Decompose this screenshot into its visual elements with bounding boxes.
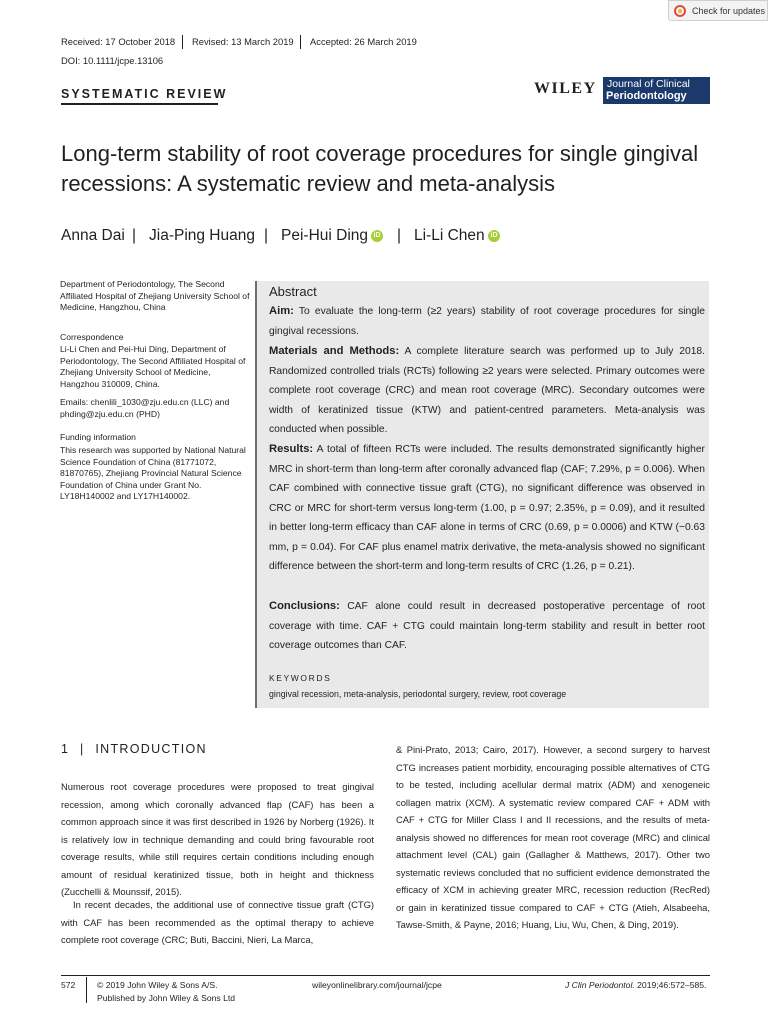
abstract-methods-text: A complete literature search was performed up to July 2018. Randomized controlled trials (RCTs) following ≥2 years were selected. Primary outcomes were complete root coverage (CRC) and mean root coverage (MRC). Secondary outcomes were width of keratinized tissue (KTW) and patient-centred parameters. Meta-analysis was conducted when possible.: [269, 346, 706, 435]
correspondence-text: Li-Li Chen and Pei-Hui Ding, Department of Periodontology, The Second Affiliated Hospital of Zhejiang University School of Medicine, Hangzhou 310009, China.: [60, 344, 246, 389]
footer-rule: [61, 975, 710, 976]
abstract-aim: [269, 302, 705, 341]
author-name[interactable]: Anna Dai: [61, 227, 125, 244]
citation-journal: J Clin Periodontol.: [565, 980, 635, 990]
history-divider: [182, 35, 183, 49]
section-label: SYSTEMATIC REVIEW: [61, 87, 228, 101]
citation-details: 2019;46:572–585.: [637, 980, 707, 990]
intro-paragraph: Numerous root coverage procedures were proposed to treat gingival recession, among which coronally advanced flap (CAF) has been a common approach since it was first described in 1926 by Norberg (1926). It is relatively low in technique demanding and could bring favourable root coverage results, while still requires certain conditions including enough amount of residual keratinized tissue, both in height and thickness (Zucchelli & Mounssif, 2015).: [61, 781, 374, 897]
check-for-updates-label: Check for updates: [692, 6, 766, 16]
abstract-aim-text: To evaluate the long-term (≥2 years) stability of root coverage procedures for single gingival recessions.: [269, 306, 706, 337]
crossmark-icon: [674, 5, 686, 17]
footer-divider: [86, 977, 87, 1003]
abstract-methods-label: Materials and Methods:: [269, 345, 400, 357]
history-divider: [300, 35, 301, 49]
correspondence-heading: Correspondence: [60, 332, 124, 342]
author-name[interactable]: Pei-Hui Ding: [281, 227, 369, 244]
accepted-date: Accepted: 26 March 2019: [310, 36, 417, 47]
keywords-heading: KEYWORDS: [269, 673, 332, 683]
funding-text: This research was supported by National Natural Science Foundation of China (81771072, 81870765), Zhejiang Provincial Natural Science Foundation of China under Grant No. LY18H140002 and LY17H140002.: [60, 445, 246, 502]
copyright: © 2019 John Wiley & Sons A/S.: [97, 980, 218, 990]
abstract-conclusions-text: CAF alone could result in decreased postoperative percentage of root coverage with time. CAF + CTG could maintain long-term stability and result in better root coverage outcomes than CAF.: [269, 601, 705, 651]
author-separator: |: [264, 227, 269, 244]
author-name[interactable]: Jia-Ping Huang: [149, 227, 255, 244]
check-for-updates-button[interactable]: [668, 0, 768, 21]
abstract-methods: [269, 342, 705, 440]
introduction-heading: [61, 742, 207, 756]
author-separator: |: [397, 227, 402, 244]
abstract-results-label: Results:: [269, 443, 314, 455]
abstract-heading: Abstract: [269, 284, 317, 299]
revised-date: Revised: 13 March 2019: [192, 36, 294, 47]
correspondence-emails[interactable]: Emails: chenlili_1030@zju.edu.cn (LLC) and phding@zju.edu.cn (PHD): [60, 397, 230, 419]
abstract-results: [269, 440, 705, 577]
keywords-list: gingival recession, meta-analysis, periodontal surgery, review, root coverage: [269, 689, 567, 699]
abstract-results-text: A total of fifteen RCTs were included. The results demonstrated significantly higher MRC in short-term than long-term after coronally advanced flap (CAF; 7.29%, p = 0.006). When CAF combined with connective tissue graft (CTG), no significant difference was observed in CRC or MRC for short-term versus long-term (1.00, p = 0.97; 2.35%, p = 0.09), and it resulted in better long-term efficacy than CAF alone in terms of CRC (0.69, p = 0.0006) and KTW (−0.63 mm, p = 0.04). For CAF plus enamel matrix derivative, the meta-analysis showed no significant difference between the short-term and long-term results of CRC (1.26, p = 0.21).: [269, 444, 705, 572]
wiley-logo: WILEY: [534, 80, 597, 97]
section-number: 1: [61, 742, 70, 756]
received-date: Received: 17 October 2018: [61, 36, 176, 47]
journal-logo: [603, 77, 710, 104]
orcid-icon[interactable]: iD: [371, 230, 383, 242]
orcid-icon[interactable]: iD: [488, 230, 500, 242]
funding-heading: Funding information: [60, 432, 136, 442]
author-name[interactable]: Li-Li Chen: [414, 227, 485, 244]
section-underline: [61, 103, 218, 105]
doi[interactable]: DOI: 10.1111/jcpe.13106: [61, 55, 164, 66]
intro-paragraph: & Pini-Prato, 2013; Cairo, 2017). However, a second surgery to harvest CTG increases patient morbidity, encouraging possible alternatives of CTG to be tested, including acellular dermal matrix (ADM) and xenogeneic collagen matrix (XCM). A systematic review compared CAF + ADM with CAF + CTG for Miller Class I and II recessions, and the results of meta-analysis showed no differences for mean root coverage (MRC) and clinical attachment level (CAL) gain (Gallagher & Matthews, 2017). Other two systematic reviews concluded that no sufficient evidence demonstrated the efficacy of XCM in achieving greater MRC, recession reduction (RecRed) or gain in keratinized tissue compared to CAF + CTG (Atieh, Alsabeeha, Tawse-Smith, & Payne, 2016; Huang, Liu, Wu, Chen, & Ding, 2019).: [396, 744, 710, 930]
page-number: 572: [61, 980, 76, 990]
article-title: Long-term stability of root coverage procedures for single gingival recessions: A systematic review and meta-analysis: [61, 141, 699, 196]
journal-logo-line2: Periodontology: [606, 90, 687, 102]
journal-logo-line1: Journal of Clinical: [607, 78, 690, 90]
citation: [565, 980, 706, 990]
section-separator: |: [80, 742, 85, 756]
author-separator: |: [132, 227, 137, 244]
intro-paragraph: In recent decades, the additional use of connective tissue graft (CTG) with CAF has been recommended as the optimal therapy to achieve complete root coverage (CRC; Buti, Baccini, Nieri, La Marca,: [61, 899, 374, 945]
section-title: INTRODUCTION: [95, 742, 207, 756]
abstract-conclusions: [269, 597, 705, 656]
abstract-conclusions-label: Conclusions:: [269, 600, 340, 612]
affiliation: Department of Periodontology, The Second Affiliated Hospital of Zhejiang University School of Medicine, Hangzhou, China: [60, 279, 250, 313]
abstract-aim-label: Aim:: [269, 305, 294, 317]
publisher-line: Published by John Wiley & Sons Ltd: [97, 993, 236, 1003]
journal-url[interactable]: wileyonlinelibrary.com/journal/jcpe: [312, 980, 442, 990]
